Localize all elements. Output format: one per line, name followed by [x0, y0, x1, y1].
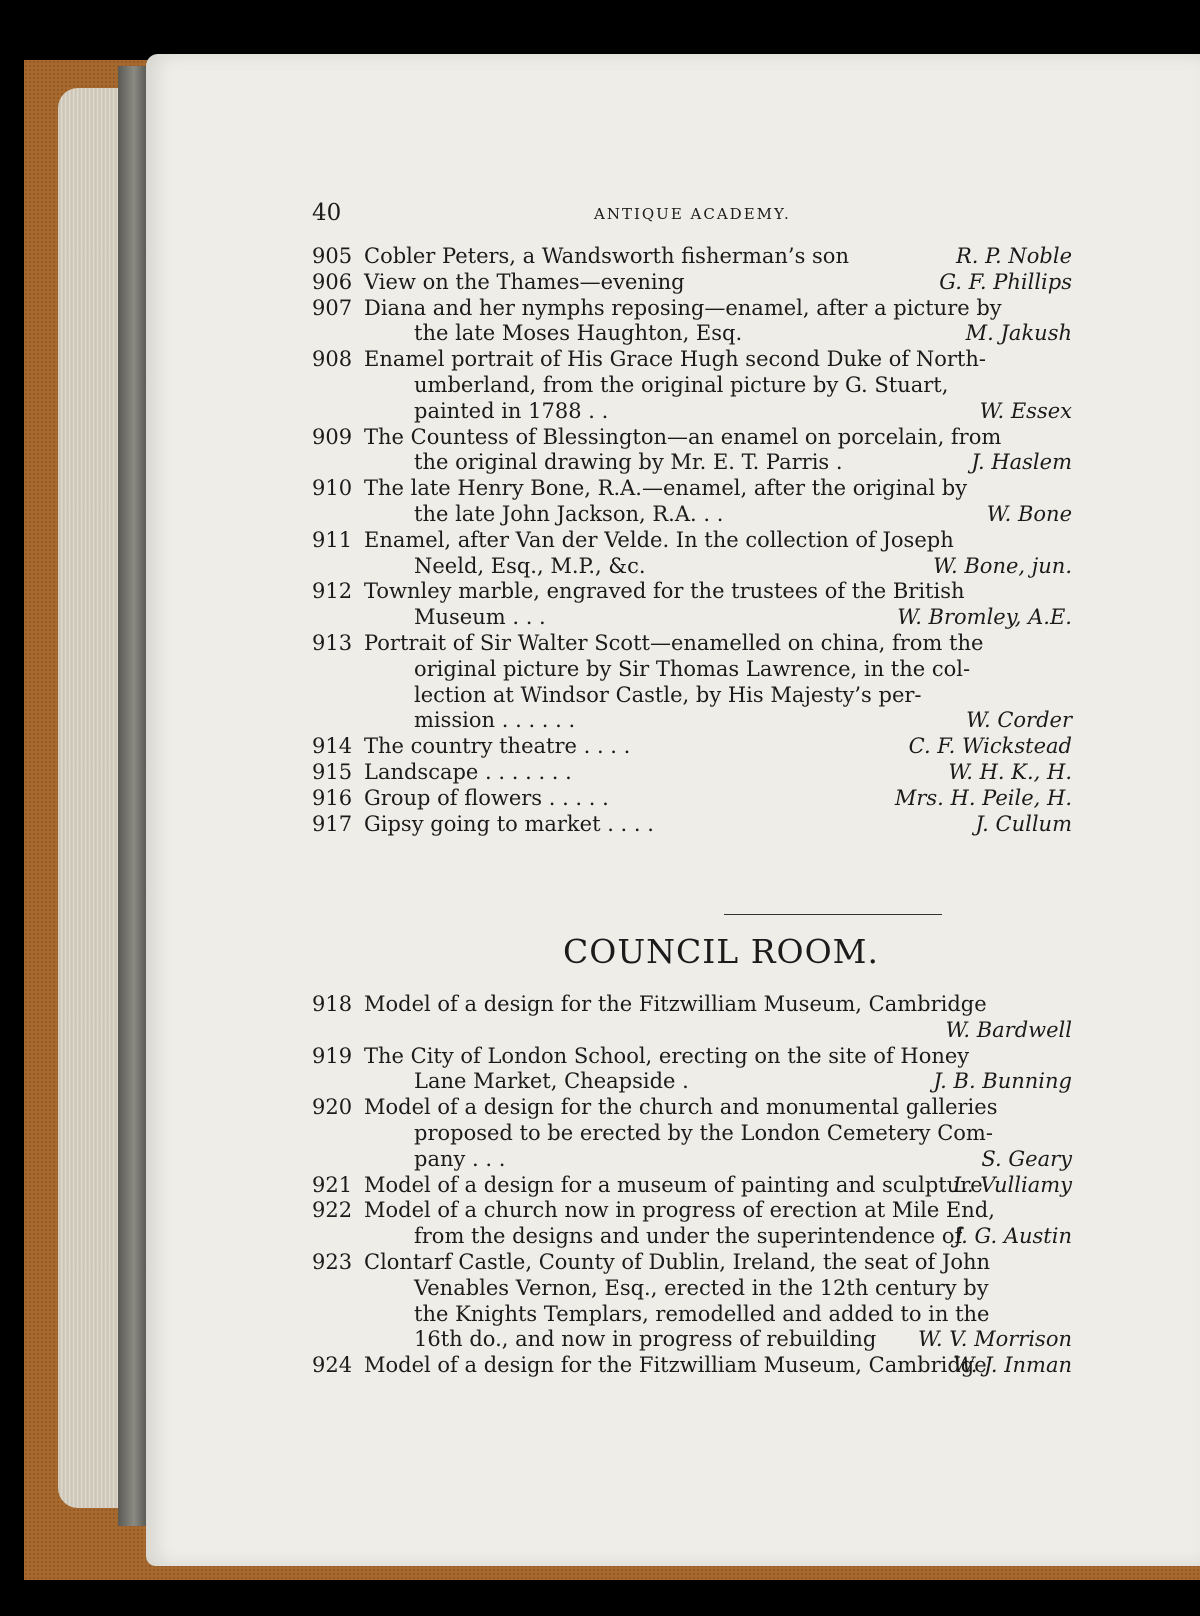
section-divider [724, 914, 942, 915]
entry-line [312, 528, 1072, 554]
entry-artist: W. Bone, jun. [933, 553, 1072, 578]
catalogue-entry [312, 992, 1072, 1044]
entry-artist: L. Vulliamy [952, 1172, 1072, 1197]
entry-number: 905 [312, 244, 353, 268]
entry-number: 909 [312, 424, 353, 449]
catalogue-entry [312, 244, 1072, 270]
entry-text: lection at Windsor Castle, by His Majesty’s per- [414, 682, 922, 707]
catalogue-entry [312, 1095, 1072, 1172]
entry-text: Group of flowers . . . . . [364, 785, 609, 810]
entry-text: Model of a design for the Fitzwilliam Museum, Cambridge [364, 992, 987, 1016]
entry-number: 912 [312, 579, 353, 604]
entry-text: Portrait of Sir Walter Scott—enamelled on china, from the [364, 630, 984, 655]
section-title: COUNCIL ROOM. [563, 932, 879, 971]
entry-line [312, 579, 1072, 605]
entry-line [312, 1327, 1072, 1353]
entry-line [312, 657, 1072, 683]
entry-artist: W. Bone [986, 501, 1072, 526]
entry-line [312, 708, 1072, 734]
entry-text: Gipsy going to market . . . . [364, 811, 654, 836]
entry-artist: W. Bardwell [945, 1017, 1072, 1042]
entry-text: the late John Jackson, R.A. . . [414, 501, 724, 526]
entry-text: Model of a design for the church and monumental galleries [364, 1095, 998, 1120]
page-number: 40 [312, 200, 342, 226]
entry-line [312, 476, 1072, 502]
entry-artist: S. Geary [981, 1146, 1072, 1171]
entry-line [312, 347, 1072, 373]
entry-number: 918 [312, 992, 353, 1016]
entry-line [312, 1276, 1072, 1302]
entry-number: 924 [312, 1353, 353, 1378]
entry-line [312, 373, 1072, 399]
entry-number: 911 [312, 527, 353, 552]
catalogue-entry [312, 734, 1072, 760]
entry-artist: W. Corder [966, 708, 1072, 733]
entry-number: 921 [312, 1172, 353, 1197]
entry-line [312, 786, 1072, 812]
entry-text: 16th do., and now in progress of rebuilding [414, 1327, 877, 1352]
entry-line [312, 1095, 1072, 1121]
entry-artist: J. B. Bunning [933, 1069, 1072, 1094]
entry-artist: J. Haslem [971, 450, 1072, 475]
entry-line [312, 399, 1072, 425]
entry-text: Lane Market, Cheapside . [414, 1069, 689, 1094]
entry-text: the original drawing by Mr. E. T. Parris . [414, 450, 843, 475]
entry-line [312, 270, 1072, 296]
entry-text: painted in 1788 . . [414, 398, 609, 423]
entry-line [312, 1173, 1072, 1199]
entry-line [312, 1198, 1072, 1224]
catalogue-entry [312, 347, 1072, 424]
entry-line [312, 1044, 1072, 1070]
entry-text: Model of a design for a museum of painting and sculpture [364, 1172, 983, 1197]
catalogue-entries [312, 244, 1072, 837]
entry-line [312, 1224, 1072, 1250]
entry-artist: J. Cullum [975, 811, 1072, 836]
page-header [146, 200, 1200, 230]
entry-text: from the designs and under the superintendence of [414, 1224, 963, 1249]
entry-line [312, 321, 1072, 347]
entry-text: The late Henry Bone, R.A.—enamel, after the original by [364, 476, 968, 501]
entry-number: 916 [312, 785, 353, 810]
entry-text: Model of a design for the Fitzwilliam Museum, Cambridge [364, 1353, 987, 1378]
entry-text: Diana and her nymphs reposing—enamel, after a picture by [364, 295, 1002, 320]
catalogue-entry [312, 1173, 1072, 1199]
entry-line [312, 631, 1072, 657]
running-head: ANTIQUE ACADEMY. [594, 205, 791, 223]
entry-line [312, 1353, 1072, 1379]
catalogue-entry [312, 528, 1072, 580]
entry-text: The Countess of Blessington—an enamel on porcelain, from [364, 424, 1002, 449]
book-page [146, 54, 1200, 1566]
entry-artist: G. F. Phillips [939, 269, 1072, 294]
entry-line [312, 760, 1072, 786]
entry-text: Neeld, Esq., M.P., &c. [414, 553, 646, 578]
catalogue-entry [312, 786, 1072, 812]
entry-artist: W. V. Morrison [918, 1327, 1072, 1352]
entry-artist: J. G. Austin [954, 1224, 1072, 1249]
entry-artist: W. Essex [979, 398, 1072, 423]
entry-line [312, 1302, 1072, 1328]
entry-number: 917 [312, 811, 353, 836]
catalogue-entry [312, 425, 1072, 477]
entry-text: The country theatre . . . . [364, 734, 631, 759]
entry-text: the late Moses Haughton, Esq. [414, 321, 743, 346]
entry-text: Cobler Peters, a Wandsworth fisherman’s son [364, 244, 849, 268]
catalogue-entry [312, 1198, 1072, 1250]
catalogue-entry [312, 476, 1072, 528]
council-room-entries [312, 992, 1072, 1379]
entry-number: 922 [312, 1198, 353, 1223]
catalogue-entry [312, 579, 1072, 631]
entry-text: Venables Vernon, Esq., erected in the 12th century by [414, 1275, 989, 1300]
entry-number: 915 [312, 759, 353, 784]
entry-number: 919 [312, 1043, 353, 1068]
entry-line [312, 734, 1072, 760]
entry-artist: M. Jakush [965, 321, 1072, 346]
entry-artist: W. Bromley, A.E. [897, 605, 1072, 630]
catalogue-entry [312, 1250, 1072, 1353]
entry-text: mission . . . . . . [414, 708, 576, 733]
entry-line [312, 605, 1072, 631]
entry-line [312, 502, 1072, 528]
entry-line [312, 1018, 1072, 1044]
entry-text: umberland, from the original picture by G. Stuart, [414, 372, 949, 397]
entry-text: Clontarf Castle, County of Dublin, Ireland, the seat of John [364, 1249, 991, 1274]
entry-artist: R. P. Noble [956, 244, 1072, 268]
entry-number: 920 [312, 1095, 353, 1120]
catalogue-entry [312, 1044, 1072, 1096]
entry-text: Enamel portrait of His Grace Hugh second Duke of North- [364, 347, 986, 372]
catalogue-entry [312, 1353, 1072, 1379]
entry-line [312, 992, 1072, 1018]
entry-text: the Knights Templars, remodelled and added to in the [414, 1301, 990, 1326]
catalogue-entry [312, 812, 1072, 838]
catalogue-entry [312, 296, 1072, 348]
entry-text: Landscape . . . . . . . [364, 759, 572, 784]
catalogue-entry [312, 270, 1072, 296]
entry-number: 913 [312, 630, 353, 655]
entry-artist: W. H. K., H. [948, 759, 1072, 784]
entry-text: Enamel, after Van der Velde. In the collection of Joseph [364, 527, 954, 552]
entry-line [312, 450, 1072, 476]
entry-artist: C. F. Wickstead [908, 734, 1072, 759]
entry-number: 914 [312, 734, 353, 759]
entry-number: 910 [312, 476, 353, 501]
catalogue-entry [312, 760, 1072, 786]
entry-number: 907 [312, 295, 353, 320]
entry-text: pany . . . [414, 1146, 506, 1171]
entry-artist: W. J. Inman [952, 1353, 1072, 1378]
entry-text: Museum . . . [414, 605, 546, 630]
entry-text: original picture by Sir Thomas Lawrence, in the col- [414, 656, 971, 681]
entry-line [312, 425, 1072, 451]
entry-line [312, 296, 1072, 322]
entry-number: 906 [312, 269, 353, 294]
entry-line [312, 1250, 1072, 1276]
entry-line [312, 812, 1072, 838]
entry-text: Model of a church now in progress of erection at Mile End, [364, 1198, 995, 1223]
entry-number: 908 [312, 347, 353, 372]
entry-artist: Mrs. H. Peile, H. [894, 785, 1072, 810]
entry-text: The City of London School, erecting on the site of Honey [364, 1043, 970, 1068]
entry-line [312, 1069, 1072, 1095]
entry-line [312, 683, 1072, 709]
entry-text: proposed to be erected by the London Cemetery Com- [414, 1120, 993, 1145]
entry-text: View on the Thames—evening [364, 269, 685, 294]
entry-line [312, 1147, 1072, 1173]
entry-line [312, 1121, 1072, 1147]
entry-line [312, 244, 1072, 270]
entry-line [312, 554, 1072, 580]
catalogue-entry [312, 631, 1072, 734]
entry-text: Townley marble, engraved for the trustees of the British [364, 579, 965, 604]
entry-number: 923 [312, 1249, 353, 1274]
